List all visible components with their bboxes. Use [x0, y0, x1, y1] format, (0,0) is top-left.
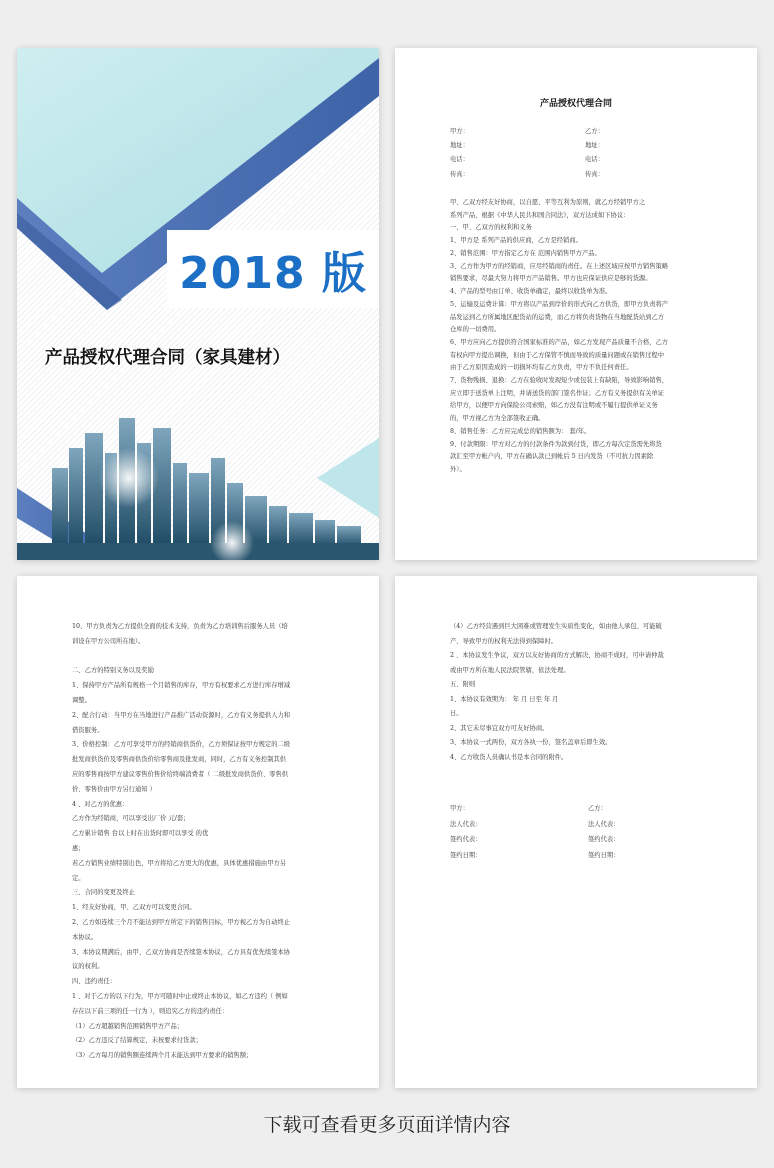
contract-clause-line: 7、货物残损、退换：乙方在验收时发现短少或包装上有缺陷，导致影响销售，: [450, 377, 669, 384]
party-b-field: 传真：: [585, 170, 604, 178]
contract-clause-line: 价、零售价由甲方另行通知 ）: [72, 785, 156, 793]
signature-field-party-a: 法人代表：: [450, 820, 482, 828]
contract-clause-line: 一、甲、乙双方的权利和义务: [450, 224, 532, 231]
contract-clause-line: 应立即于送货单上注明，并请送货的部门签名作证；乙方有义务提供有关单证: [450, 389, 665, 397]
contract-clause-line: 惠；: [72, 845, 85, 852]
document-page-1: [395, 48, 757, 560]
contract-clause-line: 2、配合行动：当甲方在当地进行产品推广活动资源时，乙方有义务提供人力和: [72, 711, 291, 719]
contract-clause-line: 甲、乙双方经友好协商，以自愿、平等互利为原则，就乙方经销甲方之: [450, 199, 646, 206]
contract-clause-line: 日。: [450, 710, 463, 717]
contract-clause-line: 训设在甲方公司所在地）。: [72, 637, 145, 645]
document-page-3: [395, 576, 757, 1088]
contract-clause-line: 批发商供货价及零售商供货价给零售商及批发商，同时，乙方有义务控制其供: [72, 756, 287, 764]
document-page-2: [17, 576, 379, 1088]
contract-clause-line: 8、销售任务：乙方应完成总的销售额为： 套/年。: [450, 427, 591, 435]
contract-clause-line: 3、本协议一式两份，双方各执一份，签名盖章后即生效。: [450, 739, 612, 746]
contract-clause-line: 1、本协议有效期为： 年 月 日至 年 月: [450, 695, 559, 703]
contract-clause-line: 存在以下前三项的任一行为 ），则追究乙方的违约责任：: [72, 1007, 229, 1015]
party-a-field: 电话：: [450, 156, 469, 164]
contract-clause-line: 定。: [72, 874, 85, 882]
signature-field-party-a: 甲方：: [450, 805, 469, 812]
contract-title: 产品授权代理合同: [539, 99, 612, 109]
signature-field-party-b: 法人代表：: [588, 820, 620, 828]
contract-clause-line: 3、本协议期满后，由甲、乙双方协商是否续签本协议，乙方具有优先续签本协: [72, 948, 291, 956]
contract-clause-line: 2、销售范围：甲方指定乙方在 范围内销售甲方产品。: [450, 249, 601, 257]
contract-clause-line: 乙方累计销售 台以上时在出货时即可以享受 的优: [72, 830, 209, 838]
signature-field-party-b: 签约代表：: [588, 836, 620, 843]
contract-clause-line: 系列产品，根据《中华人民共和国合同法》，双方达成如下协议：: [450, 211, 630, 219]
contract-clause-line: 4、乙方收货人员确认书是本合同的附件。: [450, 753, 568, 761]
contract-clause-line: 本协议。: [72, 933, 98, 941]
contract-clause-line: 10、甲方负责为乙方提供全面的技术支持，负责为乙方培训售后服务人员（培: [72, 623, 288, 630]
contract-clause-line: 2、其它未尽事宜双方可友好协商。: [450, 724, 549, 732]
edition-label: 2018 版: [179, 248, 367, 299]
contract-clause-line: （4）乙方经营遇到巨大困难或管理发生实质性变化，如由他人承包、可能破: [450, 623, 662, 630]
contract-clause-line: 4 、对乙方的优惠：: [72, 800, 129, 808]
contract-clause-line: 品发运到乙方所属地区配货站的运费，而乙方将负责货物在当地配货站到乙方: [450, 313, 665, 321]
contract-clause-line: 的，甲方视乙方为全部签收正确。: [450, 414, 545, 422]
contract-clause-line: 3、价格控制：乙方可享受甲方的经销商供货价，乙方须保证按甲方规定的二级: [72, 741, 291, 749]
contract-clause-line: 4、产品的型号由订单、收货单确定，最终以收货单为准。: [450, 288, 612, 295]
signature-field-party-a: 签约日期：: [450, 851, 482, 859]
contract-clause-line: 销售要求，尽最大努力将甲方产品销售。甲方也应保证供应是够的货源。: [450, 275, 652, 282]
contract-clause-line: 仓库的一切费用。: [450, 326, 501, 333]
contract-clause-line: 产、导致甲方的权利无法得到保障时。: [450, 637, 558, 645]
contract-clause-line: 五、附则: [450, 681, 476, 688]
cover-title: 产品授权代理合同（家具建材）: [45, 348, 290, 368]
contract-clause-line: 有权向甲方提出调换，但由于乙方保管不慎而导致的质量问题或在销售过程中: [450, 351, 665, 359]
contract-clause-line: 1 、对于乙方的以下行为，甲方可随时中止或终止本协议，如乙方违约（ 例如: [72, 993, 288, 1000]
contract-clause-line: （3）乙方每月的销售额连续两个月未能达到甲方要求的销售额；: [72, 1052, 253, 1060]
signature-field-party-a: 签约代表：: [450, 836, 482, 843]
cover-page: [17, 48, 379, 560]
party-b-field: 地址：: [585, 142, 604, 150]
contract-clause-line: 给甲方，以便甲方向保险公司索赔，如乙方没有注明或不履行提供单证义务: [450, 402, 658, 409]
contract-clause-line: 三、合同的变更及终止: [72, 889, 135, 897]
contract-clause-line: 2、乙方如连续三个月不能达到甲方所定下的销售目标，甲方视乙方为自动终止: [72, 919, 291, 926]
contract-clause-line: 由于乙方原因造成的一切损坏均有乙方负责，甲方不负任何责任。: [450, 364, 633, 371]
contract-clause-line: 3、乙方作为甲方的经销商，应尽经销商的责任。在上述区域应按甲方销售策略: [450, 262, 669, 270]
contract-clause-line: 5、运输及运费计算：甲方将以产品到岸价的形式向乙方供货，即甲方负责将产: [450, 301, 669, 308]
contract-clause-line: 二、乙方的特别义务以及奖励: [72, 667, 154, 675]
contract-clause-line: 1、甲方是 系列产品的供应商，乙方是经销商。: [450, 236, 582, 244]
teal-bottom-shape: [317, 438, 379, 518]
contract-clause-line: 乙方作为经销商，可以享受出厂价 元/套；: [72, 815, 190, 823]
contract-clause-line: （2）乙方违反了结算规定，未按要求付货款；: [72, 1037, 202, 1045]
signature-field-party-b: 乙方：: [588, 805, 607, 812]
contract-clause-line: 应的零售商按甲方建议零售价售价给终端消费者（ 二级批发商供货价、零售供: [72, 771, 289, 778]
contract-clause-line: 款汇至甲方帐户内，甲方在确认款已到帐后 5 日内发货（不可抗力因素除: [450, 453, 654, 460]
party-a-field: 地址：: [450, 142, 469, 150]
party-a-field: 甲方：: [450, 128, 469, 135]
contract-clause-line: 借资服务。: [72, 726, 104, 734]
contract-clause-line: 2 、本协议发生争议，双方以友好协商的方式解决，协商不成时，可申请仲裁: [450, 652, 664, 659]
contract-clause-line: 1、经友好协商，甲、乙双方可以变更合同。: [72, 904, 196, 912]
contract-clause-line: （1）乙方超越销售范围销售甲方产品；: [72, 1022, 184, 1030]
contract-clause-line: 议的权利。: [72, 963, 104, 971]
contract-clause-line: 6、甲方应向乙方提供符合国家标准的产品，如乙方发现产品质量不合格，乙方: [450, 339, 669, 346]
footer-note: 下载可查看更多页面详情内容: [263, 1114, 511, 1136]
party-b-field: 电话：: [585, 156, 604, 164]
contract-clause-line: 四、违约责任：: [72, 978, 117, 986]
contract-clause-line: 9、付款期限：甲方对乙方的付款条件为款到付货，即乙方每次定货需先将货: [450, 440, 662, 448]
party-a-field: 传真：: [450, 170, 469, 178]
contract-clause-line: 调整。: [72, 697, 91, 704]
contract-clause-line: 若乙方销售业绩特别出色，甲方将给乙方更大的优惠，具体优惠措施由甲方另: [72, 859, 287, 867]
city-skyline-graphic: [17, 418, 379, 560]
party-b-field: 乙方：: [585, 128, 604, 135]
contract-clause-line: 或由甲方所在地人民法院管辖，依法处理。: [450, 666, 570, 674]
contract-clause-line: 1、保持甲方产品所有规格一个月销售的库存，甲方有权要求乙方进行库存增减: [72, 682, 291, 690]
signature-field-party-b: 签约日期：: [588, 851, 620, 859]
edition-banner: [167, 230, 379, 308]
contract-clause-line: 外）。: [450, 465, 466, 473]
